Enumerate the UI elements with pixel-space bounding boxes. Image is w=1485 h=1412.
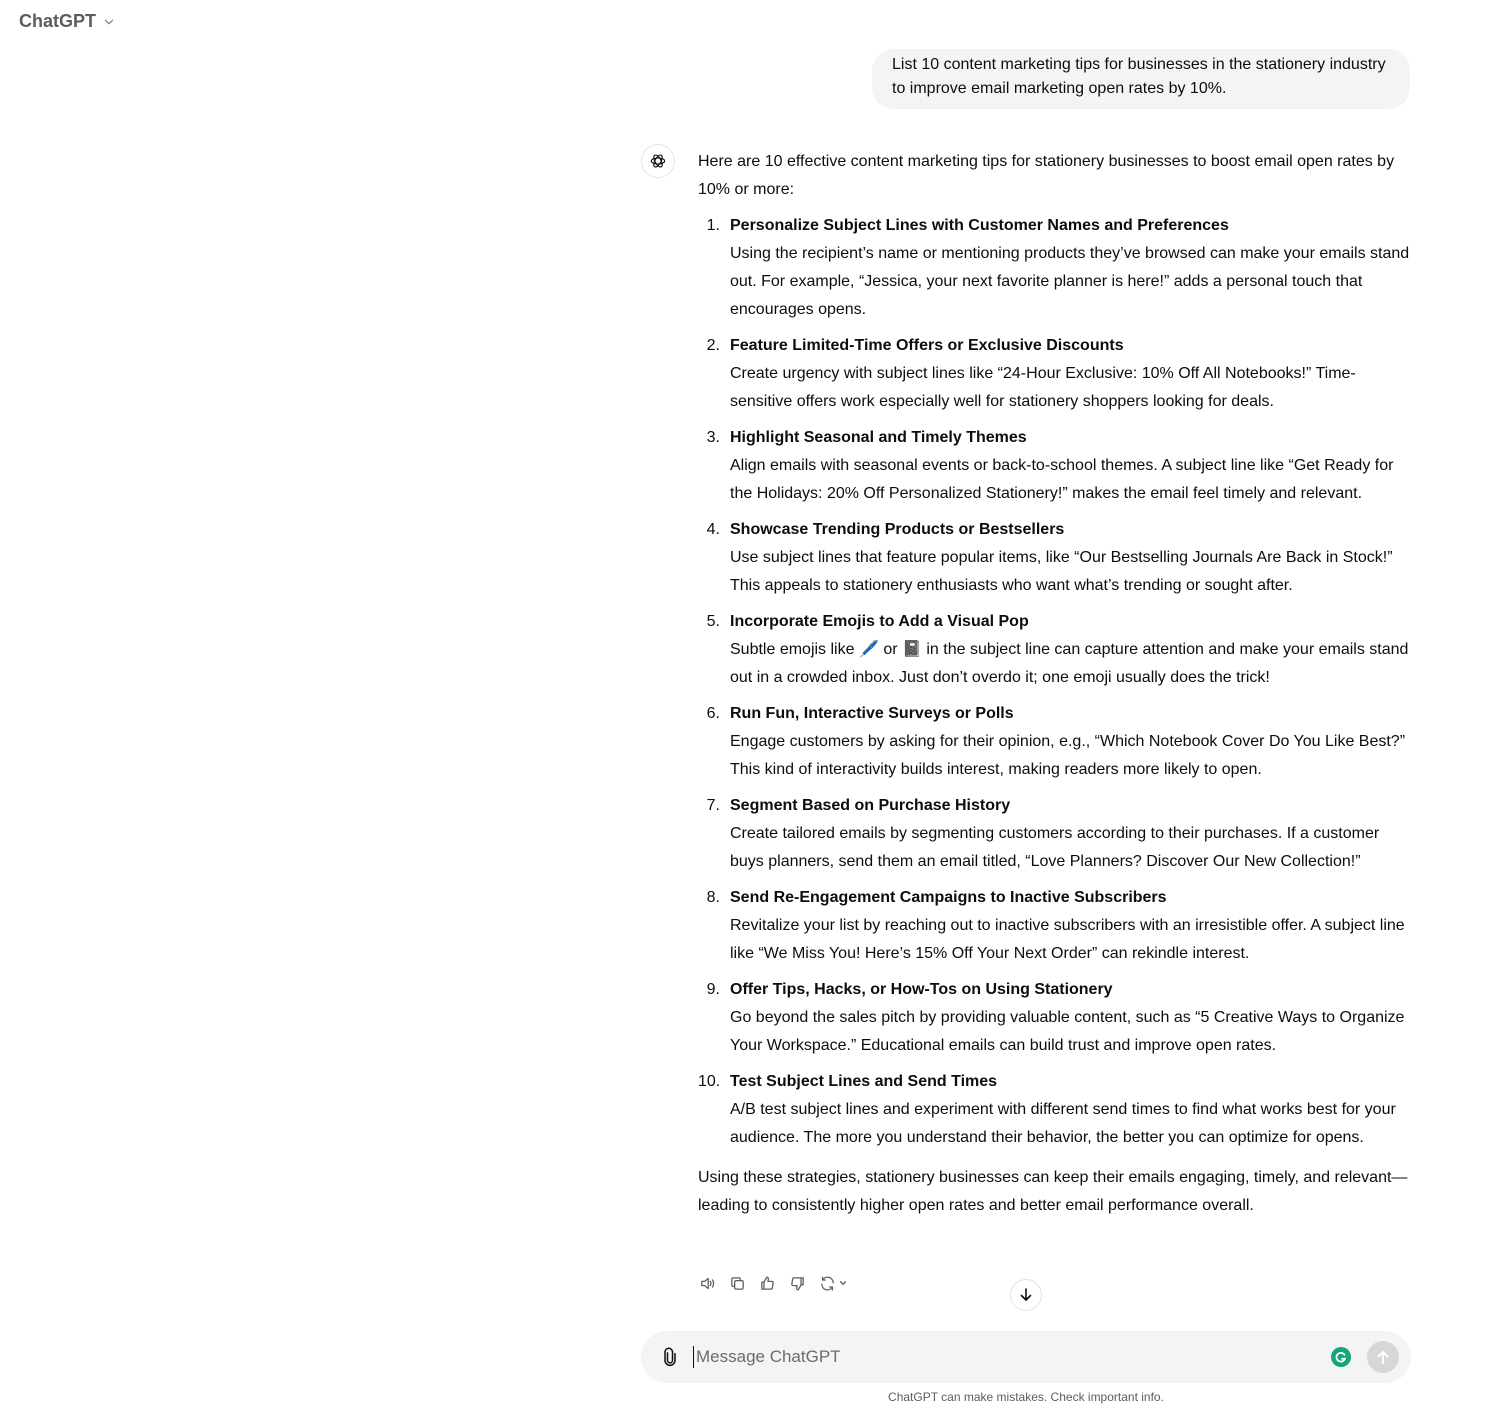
tip-body: Create tailored emails by segmenting customers according to their purchases. If a customer buys planners, send them an email titled, “Love Planners? Discover Our New Collection!” — [730, 825, 1380, 870]
tip-title: Feature Limited-Time Offers or Exclusive Discounts — [730, 337, 1124, 354]
send-button[interactable] — [1367, 1341, 1399, 1373]
tip-body: Revitalize your list by reaching out to inactive subscribers with an irresistible offer. A subject line like “We Miss You! Here’s 15% Off Your Next Order” can rekindle interest. — [730, 917, 1405, 962]
tip-title: Incorporate Emojis to Add a Visual Pop — [730, 613, 1029, 630]
tip-body: Subtle emojis like 🖊️ or 📓 in the subject line can capture attention and make your emails stand out in a crowded inbox. Just don’t overdo it; one emoji usually does the trick! — [730, 641, 1409, 686]
message-actions — [697, 1272, 849, 1294]
regenerate-icon — [819, 1275, 836, 1292]
list-number: 3. — [706, 429, 720, 446]
thumbs-down-icon — [789, 1275, 806, 1292]
list-number: 5. — [706, 613, 720, 630]
disclaimer: ChatGPT can make mistakes. Check important info. — [888, 1390, 1164, 1404]
tip-body: Using the recipient’s name or mentioning products they’ve browsed can make your emails stand out. For example, “Jessica, your next favorite planner is here!” adds a personal touch that encourages opens. — [730, 245, 1410, 318]
user-message: List 10 content marketing tips for businesses in the stationery industry to improve email marketing open rates by 10%. — [872, 49, 1410, 109]
tip-title: Test Subject Lines and Send Times — [730, 1073, 998, 1090]
copy-icon — [729, 1275, 746, 1292]
answer-outro: Using these strategies, stationery businesses can keep their emails engaging, timely, and relevant—leading to consistently higher open rates and better email performance overall. — [698, 1169, 1408, 1214]
list-number: 6. — [706, 705, 720, 722]
tip-title: Offer Tips, Hacks, or How-Tos on Using Stationery — [730, 981, 1113, 998]
tip-body: A/B test subject lines and experiment with different send times to find what works best for your audience. The more you understand their behavior, the better you can optimize for opens. — [730, 1101, 1396, 1146]
assistant-avatar — [641, 144, 675, 178]
list-item — [698, 976, 1414, 1060]
list-item — [698, 424, 1414, 508]
good-response-button[interactable] — [757, 1272, 777, 1294]
speaker-icon — [699, 1275, 716, 1292]
scroll-to-bottom-button[interactable] — [1010, 1279, 1042, 1311]
regenerate-button[interactable] — [817, 1272, 849, 1294]
tip-body: Use subject lines that feature popular items, like “Our Bestselling Journals Are Back in Stock!” This appeals to stationery enthusiasts who want what’s trending or sought after. — [730, 549, 1393, 594]
model-selector[interactable] — [19, 11, 116, 32]
read-aloud-button[interactable] — [697, 1272, 717, 1294]
list-item — [698, 332, 1414, 416]
arrow-down-icon — [1018, 1287, 1034, 1303]
list-number: 7. — [706, 797, 720, 814]
list-number: 1. — [706, 217, 720, 234]
tip-title: Run Fun, Interactive Surveys or Polls — [730, 705, 1014, 722]
paperclip-icon — [660, 1347, 680, 1367]
thumbs-up-icon — [759, 1275, 776, 1292]
attach-button[interactable] — [659, 1346, 681, 1368]
copy-button[interactable] — [727, 1272, 747, 1294]
tip-title: Send Re-Engagement Campaigns to Inactive Subscribers — [730, 889, 1167, 906]
tip-body: Engage customers by asking for their opinion, e.g., “Which Notebook Cover Do You Like Best?” This kind of interactivity builds interest, making readers more likely to open. — [730, 733, 1406, 778]
list-item — [698, 1068, 1414, 1152]
list-number: 4. — [706, 521, 720, 538]
list-item — [698, 516, 1414, 600]
list-number: 2. — [706, 337, 720, 354]
list-item — [698, 608, 1414, 692]
grammarly-button[interactable] — [1331, 1347, 1351, 1367]
list-number: 9. — [706, 981, 720, 998]
assistant-message — [698, 148, 1414, 1220]
bad-response-button[interactable] — [787, 1272, 807, 1294]
tips-list — [698, 212, 1414, 1152]
chevron-down-icon — [838, 1278, 848, 1288]
grammarly-icon — [1334, 1350, 1348, 1364]
openai-logo-icon — [648, 151, 668, 171]
message-input[interactable] — [693, 1346, 1331, 1368]
list-number: 10. — [698, 1073, 721, 1090]
list-item — [698, 700, 1414, 784]
chevron-down-icon — [102, 15, 116, 29]
message-composer — [641, 1331, 1411, 1383]
list-number: 8. — [706, 889, 720, 906]
tip-title: Highlight Seasonal and Timely Themes — [730, 429, 1027, 446]
tip-body: Create urgency with subject lines like “24-Hour Exclusive: 10% Off All Notebooks!” Time-sensitive offers work especially well for stationery shoppers looking for deals. — [730, 365, 1356, 410]
list-item — [698, 212, 1414, 324]
list-item — [698, 884, 1414, 968]
tip-body: Go beyond the sales pitch by providing valuable content, such as “5 Creative Ways to Organize Your Workspace.” Educational emails can build trust and improve open rates. — [730, 1009, 1405, 1054]
tip-body: Align emails with seasonal events or back-to-school themes. A subject line like “Get Ready for the Holidays: 20% Off Personalized Stationery!” makes the email feel timely and relevant. — [730, 457, 1394, 502]
answer-intro: Here are 10 effective content marketing tips for stationery businesses to boost email open rates by 10% or more: — [698, 153, 1395, 198]
tip-title: Personalize Subject Lines with Customer Names and Preferences — [730, 217, 1229, 234]
list-item — [698, 792, 1414, 876]
tip-title: Segment Based on Purchase History — [730, 797, 1011, 814]
model-label: ChatGPT — [19, 11, 97, 31]
tip-title: Showcase Trending Products or Bestsellers — [730, 521, 1065, 538]
arrow-up-icon — [1375, 1349, 1391, 1365]
